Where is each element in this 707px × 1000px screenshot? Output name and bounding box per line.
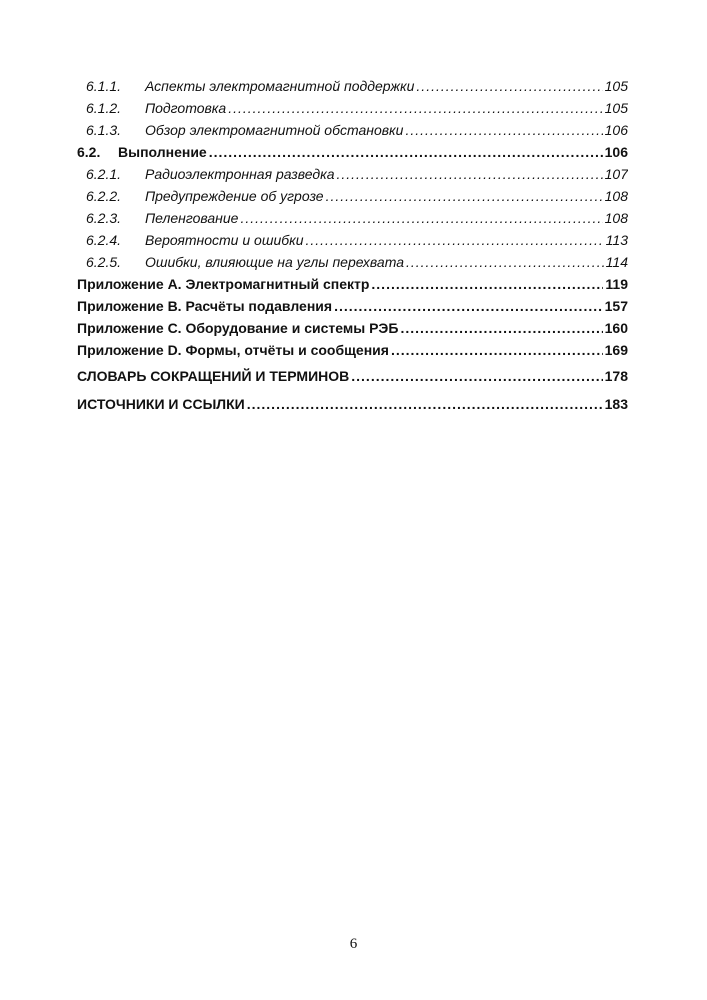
table-of-contents [77,78,628,420]
toc-entry[interactable] [77,254,628,276]
toc-entry[interactable] [77,122,628,144]
toc-entry[interactable] [77,210,628,232]
dot-leader [416,78,602,94]
toc-page: 157 [604,298,628,314]
toc-number: 6.2.5. [86,254,122,270]
toc-page: 178 [604,368,628,384]
dot-leader [326,188,603,204]
toc-number: 6.2.3. [86,210,122,226]
dot-leader [209,144,603,160]
toc-page: 107 [604,166,628,182]
toc-page: 108 [604,210,628,226]
toc-title: Приложение A. Электромагнитный спектр [77,276,370,292]
toc-page: 105 [604,100,628,116]
toc-title: Приложение C. Оборудование и системы РЭБ [77,320,399,336]
dot-leader [351,368,602,384]
toc-page: 106 [604,122,628,138]
toc-page: 106 [604,144,628,160]
toc-number: 6.2.2. [86,188,122,204]
toc-entry[interactable] [77,78,628,100]
toc-entry[interactable] [77,368,628,392]
toc-number: 6.1.1. [86,78,122,94]
toc-page: 108 [604,188,628,204]
toc-entry[interactable] [77,276,628,298]
toc-number: 6.2. [77,144,101,160]
toc-number: 6.2.1. [86,166,122,182]
dot-leader [240,210,602,226]
toc-entry[interactable] [77,320,628,342]
toc-number: 6.1.2. [86,100,122,116]
toc-title: Подготовка [145,100,227,116]
toc-page: 119 [605,276,628,292]
toc-title: Приложение D. Формы, отчёты и сообщения [77,342,389,358]
dot-leader [400,320,602,336]
dot-leader [391,342,603,358]
toc-entry[interactable] [77,144,628,166]
dot-leader [371,276,603,292]
toc-page: 113 [605,232,628,248]
dot-leader [334,298,603,314]
toc-entry[interactable] [77,188,628,210]
toc-title: Выполнение [118,144,207,160]
toc-title: Аспекты электромагнитной поддержки [145,78,415,94]
toc-entry[interactable] [77,232,628,254]
toc-title: Обзор электромагнитной обстановки [145,122,404,138]
toc-title: Пеленгование [145,210,239,226]
toc-title: Ошибки, влияющие на углы перехвата [145,254,404,270]
toc-title: Радиоэлектронная разведка [145,166,335,182]
dot-leader [405,122,602,138]
dot-leader [306,232,604,248]
toc-page: 183 [604,396,628,412]
toc-page: 114 [605,254,628,270]
dot-leader [228,100,602,116]
toc-title: Предупреждение об угрозе [145,188,324,204]
toc-title: Приложение B. Расчёты подавления [77,298,333,314]
toc-number: 6.1.3. [86,122,122,138]
dot-leader [336,166,602,182]
toc-entry[interactable] [77,100,628,122]
dot-leader [247,396,603,412]
page-number: 6 [349,936,358,952]
toc-title: СЛОВАРЬ СОКРАЩЕНИЙ И ТЕРМИНОВ [77,368,350,384]
toc-page: 105 [604,78,628,94]
toc-page: 160 [604,320,628,336]
toc-page: 169 [604,342,628,358]
toc-title: Вероятности и ошибки [145,232,304,248]
toc-entry[interactable] [77,298,628,320]
toc-entry[interactable] [77,342,628,364]
toc-title: ИСТОЧНИКИ И ССЫЛКИ [77,396,245,412]
toc-entry[interactable] [77,396,628,420]
toc-entry[interactable] [77,166,628,188]
toc-number: 6.2.4. [86,232,122,248]
dot-leader [406,254,604,270]
